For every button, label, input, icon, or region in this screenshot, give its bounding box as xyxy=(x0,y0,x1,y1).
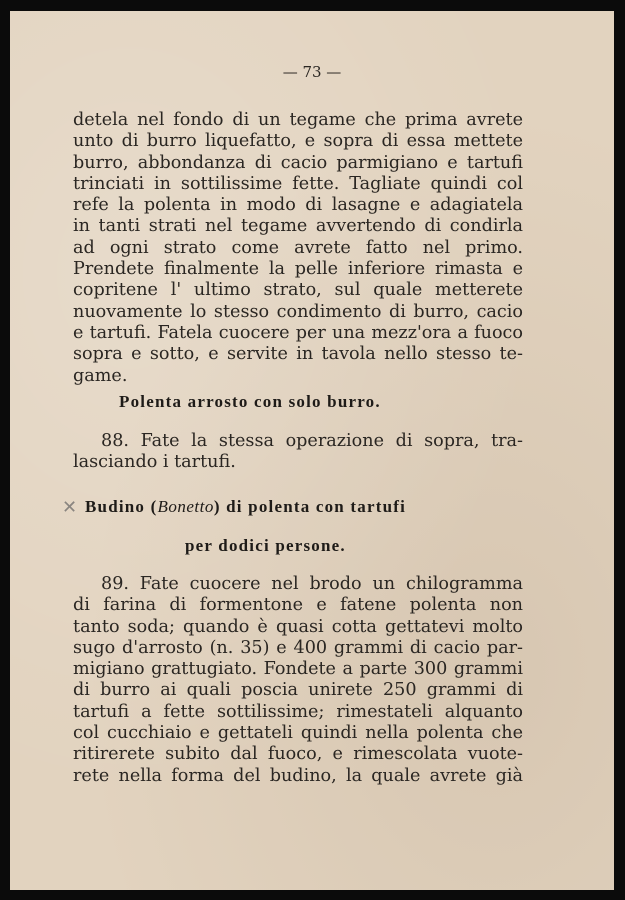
text-line: sopra e sotto, e servite in tavola nello stesso te- xyxy=(73,344,523,365)
text-line: ritirerete subito dal fuoco, e rimescolata vuote- xyxy=(73,744,523,765)
heading-budino-line2: per dodici persone. xyxy=(185,536,346,555)
text-line: tartufi a fette sottilissime; rimestateli alquanto xyxy=(73,701,523,722)
recipe-88-paragraph xyxy=(73,431,523,474)
text-line: 88. Fate la stessa operazione di sopra, tra- xyxy=(101,431,523,451)
book-page xyxy=(10,11,614,890)
heading-budino-italic: Bonetto xyxy=(157,497,214,516)
margin-pencil-mark: ✕ xyxy=(62,497,78,518)
text-line: rete nella forma del budino, la quale avrete già xyxy=(73,765,523,786)
text-line: copritene l' ultimo strato, sul quale metterete xyxy=(73,280,523,301)
text-line: 89. Fate cuocere nel brodo un chilogramma xyxy=(101,574,523,594)
text-line: migiano grattugiato. Fondete a parte 300 grammi xyxy=(73,659,523,680)
text-line: Prendete finalmente la pelle inferiore rimasta e xyxy=(73,259,523,280)
text-line: lasciando i tartufi. xyxy=(73,452,236,473)
heading-polenta-arrosto: Polenta arrosto con solo burro. xyxy=(119,392,381,411)
text-line: tanto soda; quando è quasi cotta gettatevi molto xyxy=(73,616,523,637)
text-line: nuovamente lo stesso condimento di burro, cacio xyxy=(73,301,523,322)
text-line: di burro ai quali poscia unirete 250 grammi di xyxy=(73,680,523,701)
text-line: in tanti strati nel tegame avvertendo di condirla xyxy=(73,216,523,237)
text-line: sugo d'arrosto (n. 35) e 400 grammi di cacio par- xyxy=(73,637,523,658)
page-number: — 73 — xyxy=(282,63,342,81)
text-line: refe la polenta in modo di lasagne e adagiatela xyxy=(73,195,523,216)
text-line: col cucchiaio e gettateli quindi nella polenta che xyxy=(73,723,523,744)
continuation-paragraph xyxy=(73,110,523,387)
text-line: detela nel fondo di un tegame che prima avrete xyxy=(73,110,523,130)
text-line: e tartufi. Fatela cuocere per una mezz'ora a fuoco xyxy=(73,322,523,343)
text-line: unto di burro liquefatto, e sopra di essa mettete xyxy=(73,131,523,152)
recipe-89-paragraph xyxy=(73,574,523,787)
heading-budino-part1: Budino ( xyxy=(85,497,158,516)
heading-budino-part2: ) di polenta con tartufi xyxy=(213,497,407,516)
text-line: trinciati in sottilissime fette. Tagliate quindi col xyxy=(73,173,523,194)
text-line: di farina di formentone e fatene polenta non xyxy=(73,595,523,616)
text-line: ad ogni strato come avrete fatto nel primo. xyxy=(73,237,523,258)
text-line: burro, abbondanza di cacio parmigiano e tartufi xyxy=(73,152,523,173)
heading-budino xyxy=(85,497,406,517)
text-line: game. xyxy=(73,365,128,386)
